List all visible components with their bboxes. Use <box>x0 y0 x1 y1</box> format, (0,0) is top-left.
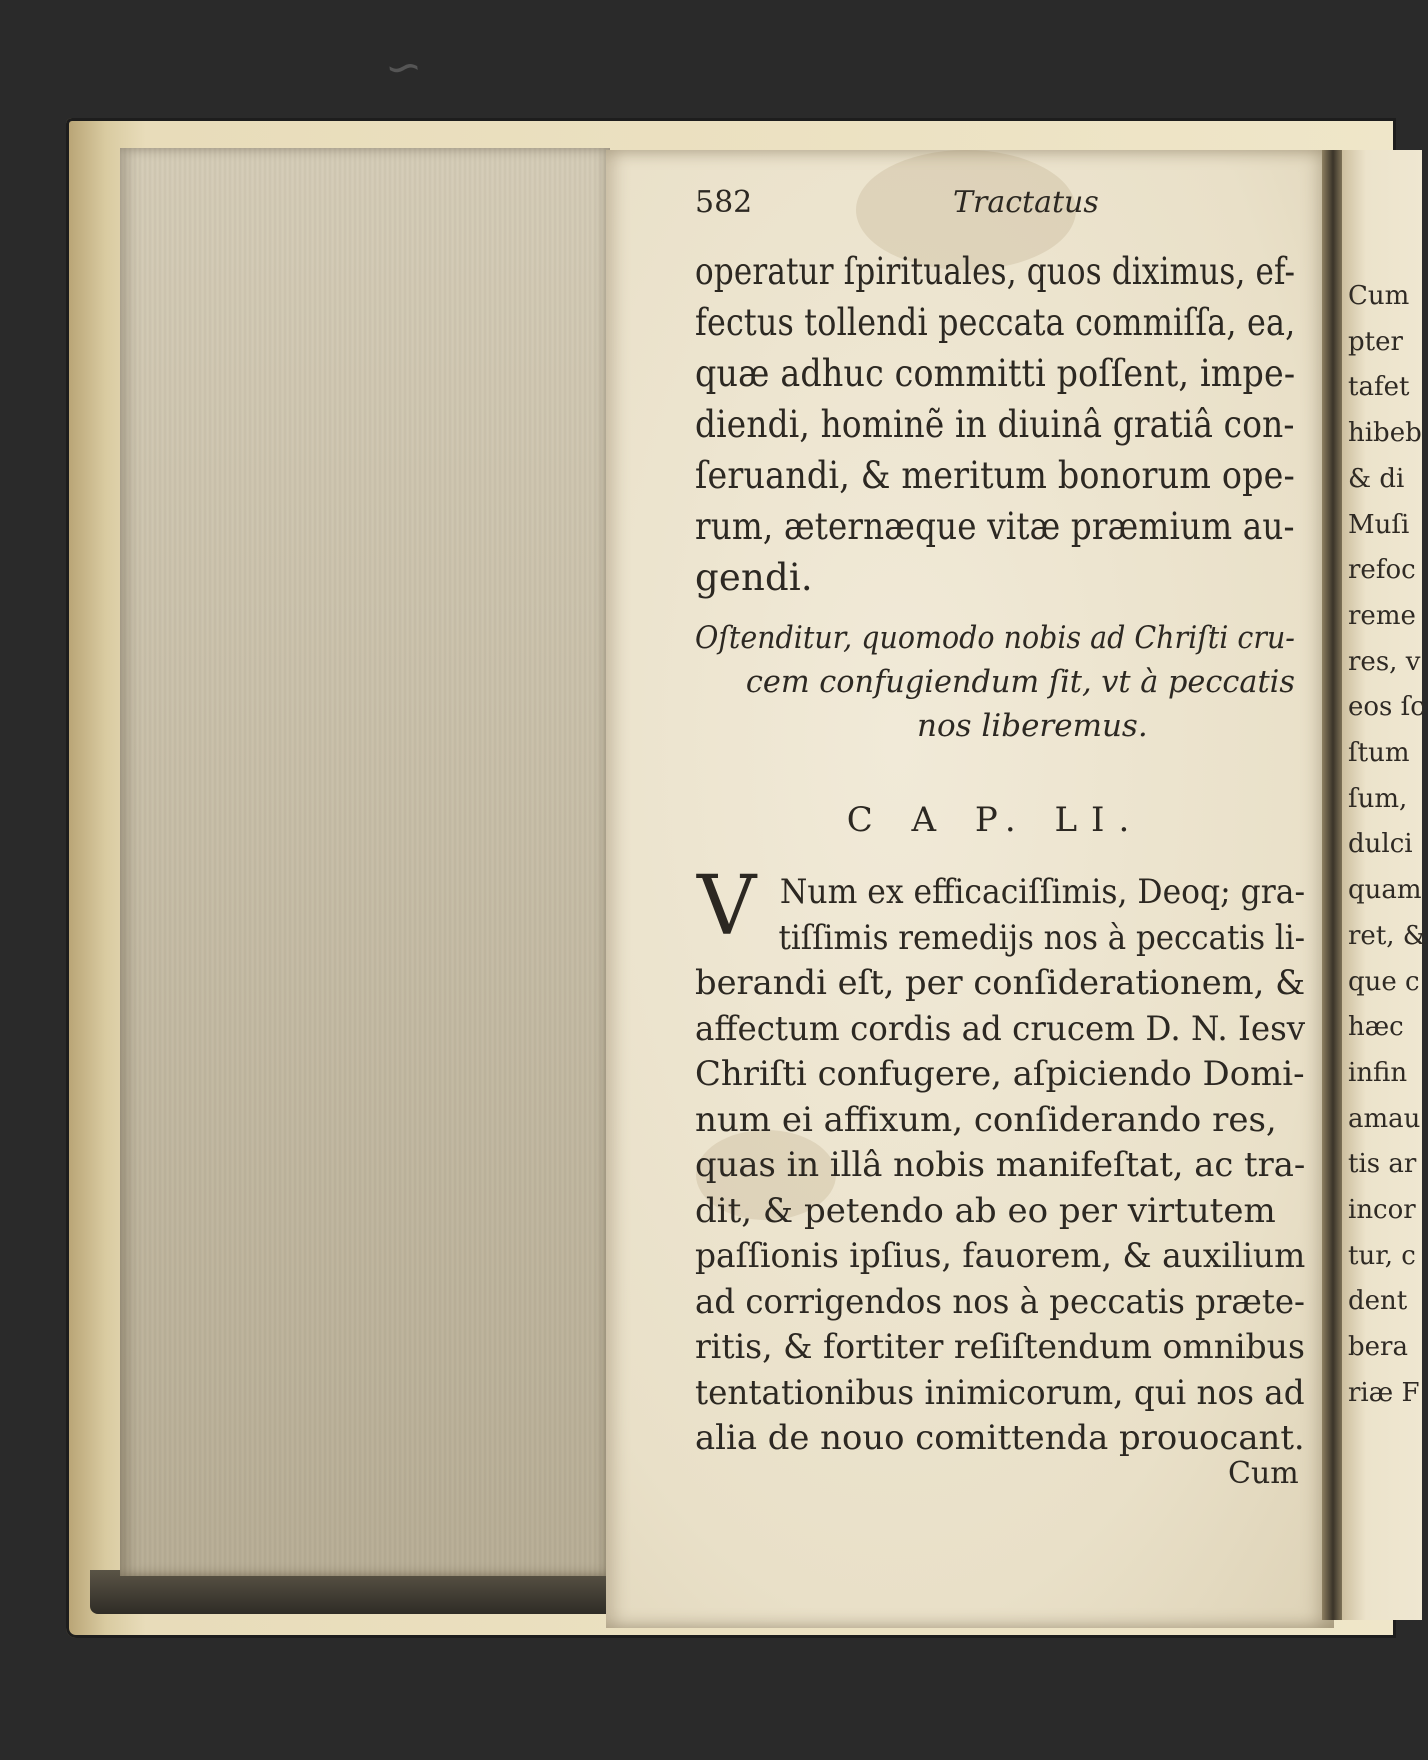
text-line: ritis, & fortiter reſiſtendum omnibus <box>695 1327 1305 1367</box>
fragment-line: infin <box>1348 1057 1408 1088</box>
fragment-line: Muſi <box>1348 509 1410 540</box>
chapter-heading: C A P. LI. <box>846 800 1144 840</box>
cover-board-edge <box>90 1570 610 1614</box>
text-line: tentationibus inimicorum, qui nos ad <box>695 1372 1305 1413</box>
fragment-line: riæ F <box>1348 1377 1420 1408</box>
fragment-line: ſum, <box>1348 783 1408 814</box>
page-edges <box>120 148 610 1576</box>
fragment-line: & di <box>1348 463 1405 494</box>
catchword: Cum <box>1228 1456 1299 1491</box>
summary-line: nos liberemus. <box>917 708 1148 744</box>
fragment-line: refoc <box>1348 555 1416 586</box>
text-line: Num ex efficaciſſimis, Deoq; gra- <box>779 872 1306 912</box>
text-line: paſſionis ipſius, fauorem, & auxilium <box>695 1236 1306 1276</box>
fragment-line: quam <box>1348 875 1422 906</box>
text-line: ſeruandi, & meritum bonorum ope- <box>695 454 1295 497</box>
text-line: quæ adhuc committi poſſent, impe- <box>695 352 1296 395</box>
text-line: diendi, hominẽ in diuinâ gratiâ con- <box>695 403 1295 446</box>
text-line: affectum cordis ad crucem D. N. Iesv <box>695 1008 1306 1049</box>
text-line: num ei affixum, conſiderando res, <box>695 1099 1277 1140</box>
fragment-line: hæc <box>1348 1012 1404 1043</box>
gutter <box>1322 150 1344 1620</box>
text-line: fectus tollendi peccata commiſſa, ea, <box>695 301 1296 344</box>
fragment-line: dulci <box>1348 829 1413 860</box>
fragment-line: pter <box>1348 326 1403 357</box>
summary-line: cem confugiendum ſit, vt à peccatis <box>745 664 1295 700</box>
text-line: rum, æternæque vitæ præmium au- <box>695 505 1295 548</box>
fragment-line: incor <box>1348 1195 1416 1226</box>
fragment-line: reme <box>1348 600 1416 631</box>
fragment-line: que c <box>1348 966 1420 997</box>
text-line: Chriſti confugere, aſpiciendo Domi- <box>695 1054 1305 1094</box>
text-line: dit, & petendo ab eo per virtutem <box>695 1190 1276 1231</box>
text-line: berandi eſt, per conſiderationem, & <box>695 963 1306 1003</box>
fragment-line: eos ſc <box>1348 692 1425 723</box>
running-head <box>695 185 1295 229</box>
drop-cap: V <box>697 859 757 954</box>
fragment-line: bera <box>1348 1332 1408 1363</box>
fragment-line: tur, c <box>1348 1240 1416 1271</box>
fragment-line: Cum <box>1348 281 1410 311</box>
running-title: Tractatus <box>953 185 1099 220</box>
facing-page-text <box>1348 274 1428 1417</box>
chapter-text <box>695 870 1305 1462</box>
text-line: quas in illâ nobis manifeſtat, ac tra- <box>695 1145 1306 1185</box>
fragment-line: ſtum <box>1348 738 1410 769</box>
fragment-line: tis ar <box>1348 1149 1417 1180</box>
page-number: 582 <box>695 185 753 220</box>
text-line: gendi. <box>695 556 813 599</box>
text-line: ad corrigendos nos à peccatis præte- <box>695 1281 1305 1322</box>
chapter-summary <box>695 616 1295 748</box>
fragment-line: tafet <box>1348 372 1410 403</box>
text-line: operatur ſpirituales, quos diximus, ef- <box>695 250 1296 293</box>
top-paragraph <box>695 246 1295 603</box>
pencil-mark: ∽ <box>381 39 426 96</box>
fragment-line: amau <box>1348 1103 1421 1134</box>
text-line: alia de nouo comittenda prouocant. <box>695 1418 1305 1458</box>
fragment-line: ret, & <box>1348 920 1426 951</box>
text-line: tiſſimis remedijs nos à peccatis li- <box>778 917 1306 958</box>
fragment-line: res, v <box>1348 646 1421 677</box>
summary-line: Oſtenditur, quomodo nobis ad Chriſti cru- <box>695 620 1295 656</box>
fragment-line: dent <box>1348 1286 1408 1317</box>
fragment-line: hibeb <box>1348 418 1422 449</box>
